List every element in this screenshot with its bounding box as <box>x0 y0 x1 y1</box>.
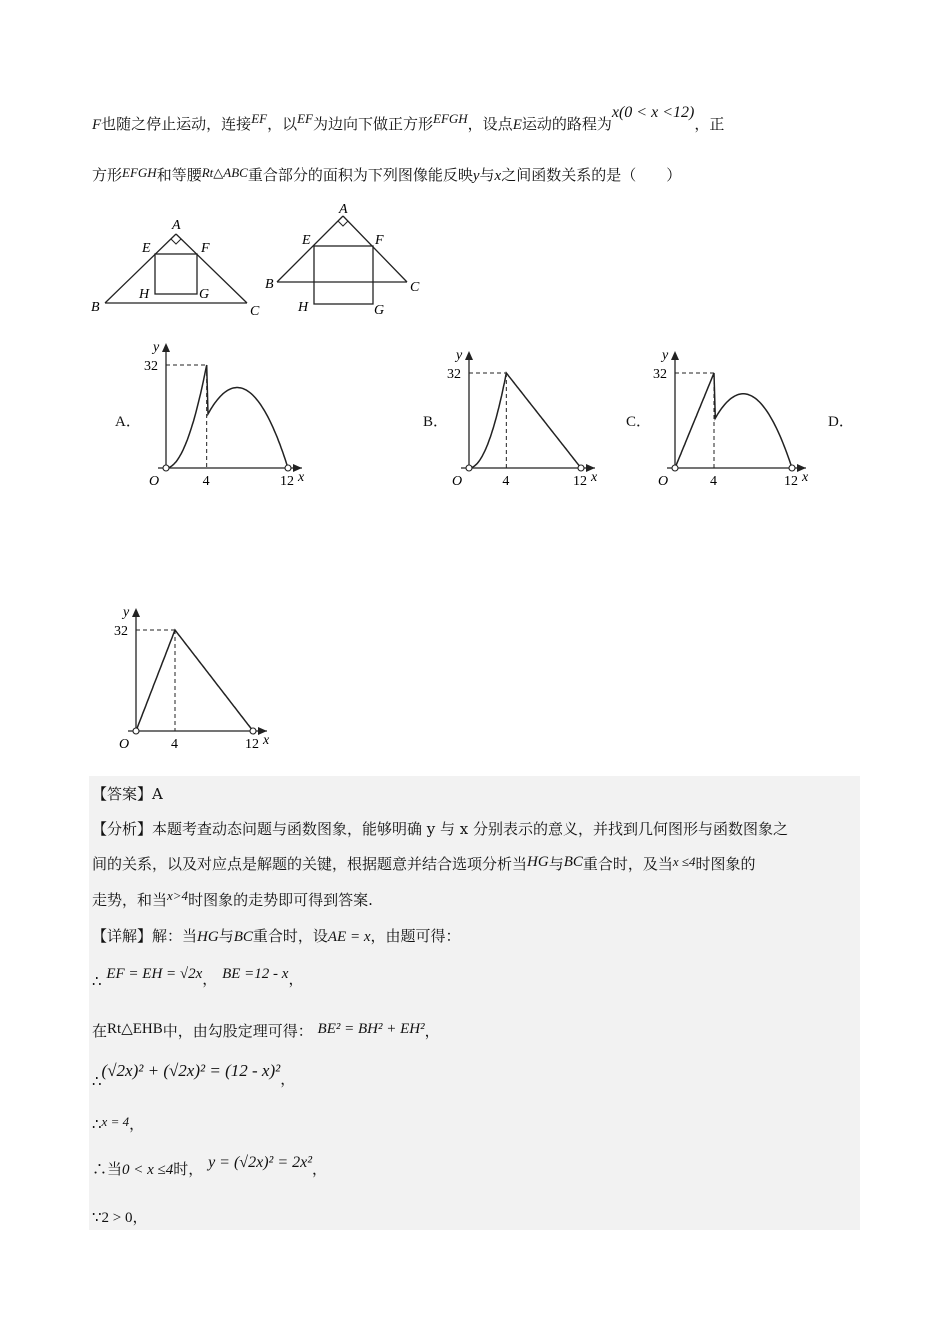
right-angle-mark <box>171 239 181 244</box>
label-h: H <box>298 300 309 315</box>
label-c: C <box>250 304 260 319</box>
label-f: F <box>375 233 384 248</box>
math-pythagoras: BE² = BH² + EH² <box>317 1021 425 1037</box>
x-axis-label: x <box>802 470 809 485</box>
math-equation: (√2x)² + (√2x)² = (12 - x)² <box>101 1061 281 1080</box>
math-EF-EH: EF = EH = √2x <box>106 966 203 982</box>
therefore-symbol: ∴ <box>92 972 102 990</box>
math-x-eq-4: x = 4 <box>101 1114 130 1129</box>
y-axis-label: y <box>123 605 130 620</box>
y-axis-label: y <box>153 340 160 355</box>
origin-label: O <box>119 737 130 752</box>
text: 中，由勾股定理可得： <box>162 1022 313 1040</box>
text: ，设点 <box>467 115 513 133</box>
math-BC: BC <box>563 854 583 870</box>
text: ∴当 <box>92 1160 123 1178</box>
text: 在 <box>92 1022 108 1040</box>
function-curve <box>136 630 253 731</box>
open-point-end <box>789 465 795 471</box>
text: 也随之停止运动，连接 <box>101 115 252 133</box>
right-angle-mark <box>338 221 348 226</box>
therefore-symbol: ∴ <box>92 1072 102 1090</box>
text: 重合时，设 <box>252 927 328 945</box>
y-axis-arrow <box>132 608 140 617</box>
graph-option-d <box>114 600 279 756</box>
text: 方形 <box>92 166 123 184</box>
math-2-gt-0: 2 > 0 <box>101 1210 133 1226</box>
text: ，以 <box>267 115 298 133</box>
y-axis-arrow <box>162 343 170 352</box>
side-ac <box>176 234 247 303</box>
text: 间的关系，以及对应点是解题的关键，根据题意并结合选项分析当 <box>92 855 528 873</box>
origin-label: O <box>149 474 160 489</box>
tick-label-4: 4 <box>171 737 178 752</box>
label-a: A <box>172 218 181 233</box>
text: 时， <box>173 1160 204 1178</box>
text: ，正 <box>694 115 725 133</box>
option-d-label: D． <box>828 414 854 430</box>
function-curve <box>469 373 581 468</box>
text: ， <box>312 1160 328 1178</box>
figure-1-triangle <box>88 212 273 324</box>
var-y: y <box>472 168 480 184</box>
math-EFGH: EFGH <box>433 111 468 126</box>
text: 重合时，及当 <box>582 855 673 873</box>
math-EF: EF <box>251 111 268 126</box>
analysis-line-1: 【分析】本题考查动态问题与函数图象，能够明确 y 与 x 分别表示的意义，并找到几何图形与函数图象之 <box>92 820 789 838</box>
text: ，由题可得： <box>370 927 461 945</box>
text: 与 <box>479 166 495 184</box>
tick-label-32: 32 <box>447 367 461 382</box>
equation-line-1 <box>92 962 304 990</box>
tick-label-12: 12 <box>784 474 798 489</box>
label-b: B <box>91 300 100 315</box>
equation-line-4 <box>92 1113 144 1134</box>
label-e: E <box>142 241 151 256</box>
graph-option-a <box>144 335 314 493</box>
open-point-origin <box>163 465 169 471</box>
text: 重合部分的面积为下列图像能反映 <box>247 166 473 184</box>
open-point-end <box>285 465 291 471</box>
square-efgh <box>314 246 373 304</box>
function-curve <box>166 365 288 468</box>
function-curve <box>675 373 792 468</box>
x-axis-label: x <box>298 470 305 485</box>
text: 走势，和当 <box>92 891 168 909</box>
graph-option-b <box>447 343 607 493</box>
tick-label-32: 32 <box>144 359 158 374</box>
label-f: F <box>201 241 210 256</box>
label-h: H <box>139 287 150 302</box>
origin-label: O <box>452 474 463 489</box>
text: ， <box>288 970 304 988</box>
math-x-gt-4: x>4 <box>167 888 189 903</box>
tick-label-32: 32 <box>114 624 128 639</box>
point-F: F <box>92 117 102 133</box>
text: 之间函数关系的是（ ） <box>501 166 682 184</box>
analysis-line-2 <box>92 853 756 874</box>
tick-label-32: 32 <box>653 367 667 382</box>
open-point-end <box>250 728 256 734</box>
label-g: G <box>199 287 210 302</box>
math-range: 0 < x ≤4 <box>122 1162 174 1178</box>
open-point-origin <box>672 465 678 471</box>
open-point-end <box>578 465 584 471</box>
origin-label: O <box>658 474 669 489</box>
text: ， <box>424 1022 440 1040</box>
graph-option-c <box>653 343 818 493</box>
label-g: G <box>374 303 385 318</box>
math-HG: HG <box>197 929 219 945</box>
y-axis-label: y <box>662 348 669 363</box>
detail-line-1 <box>92 925 461 946</box>
problem-line-2 <box>92 164 681 185</box>
label-e: E <box>302 233 311 248</box>
tick-label-4: 4 <box>710 474 717 489</box>
answer-line: 【答案】A <box>92 785 163 803</box>
label-b: B <box>265 277 274 292</box>
therefore-symbol: ∴ <box>92 1115 102 1133</box>
text: 【详解】解：当 <box>92 927 198 945</box>
text: 和等腰 <box>156 166 202 184</box>
math-BE: BE =12 - x <box>222 966 289 982</box>
math-Rt-EHB: Rt△EHB <box>107 1021 163 1037</box>
option-a-label: A． <box>115 414 141 430</box>
math-HG: HG <box>527 854 549 870</box>
text: ， <box>129 1115 145 1133</box>
var-x: x <box>494 168 502 184</box>
label-c: C <box>410 280 420 295</box>
text: 时图象的走势即可得到答案. <box>188 891 373 909</box>
option-c-label: C． <box>626 414 652 430</box>
figure-2-triangle <box>262 198 432 323</box>
math-RtABC: Rt△ABC <box>201 165 248 180</box>
tick-label-12: 12 <box>280 474 294 489</box>
tick-label-12: 12 <box>245 737 259 752</box>
math-EF: EF <box>297 111 313 126</box>
text: 为边向下做正方形 <box>312 115 433 133</box>
tick-label-4: 4 <box>202 474 210 489</box>
text: ， <box>202 970 218 988</box>
math-x-le-4: x ≤4 <box>672 854 696 869</box>
math-AE-eq-x: AE = x <box>327 929 371 945</box>
math-BC: BC <box>233 929 253 945</box>
open-point-origin <box>133 728 139 734</box>
equation-line-2 <box>92 1020 440 1041</box>
y-axis-label: y <box>456 348 463 363</box>
label-a: A <box>339 202 348 217</box>
option-b-label: B． <box>423 414 449 430</box>
math-y-eq: y = (√2x)² = 2x² <box>208 1154 313 1171</box>
side-ac <box>343 216 407 282</box>
text: ， <box>280 1070 296 1088</box>
text: ， <box>132 1208 148 1226</box>
analysis-line-3 <box>92 889 373 910</box>
tick-label-4: 4 <box>502 474 510 489</box>
y-axis-arrow <box>671 351 679 360</box>
side-ab <box>277 216 343 282</box>
tick-label-12: 12 <box>573 474 587 489</box>
point-E: E <box>512 117 522 133</box>
x-axis-label: x <box>591 470 598 485</box>
math-domain: x(0 < x <12) <box>611 104 695 121</box>
square-efgh <box>155 254 197 294</box>
text: 运动的路程为 <box>521 115 612 133</box>
open-point-origin <box>466 465 472 471</box>
text: 与 <box>548 855 564 873</box>
equation-line-3 <box>92 1060 296 1090</box>
equation-line-5 <box>92 1154 328 1179</box>
y-axis-arrow <box>465 351 473 360</box>
problem-line-1 <box>92 104 725 134</box>
text: 与 <box>218 927 234 945</box>
equation-line-6 <box>92 1206 148 1227</box>
math-EFGH: EFGH <box>122 165 157 180</box>
x-axis-label: x <box>263 733 270 748</box>
text: 时图象的 <box>695 855 756 873</box>
because-symbol: ∵ <box>92 1208 102 1226</box>
